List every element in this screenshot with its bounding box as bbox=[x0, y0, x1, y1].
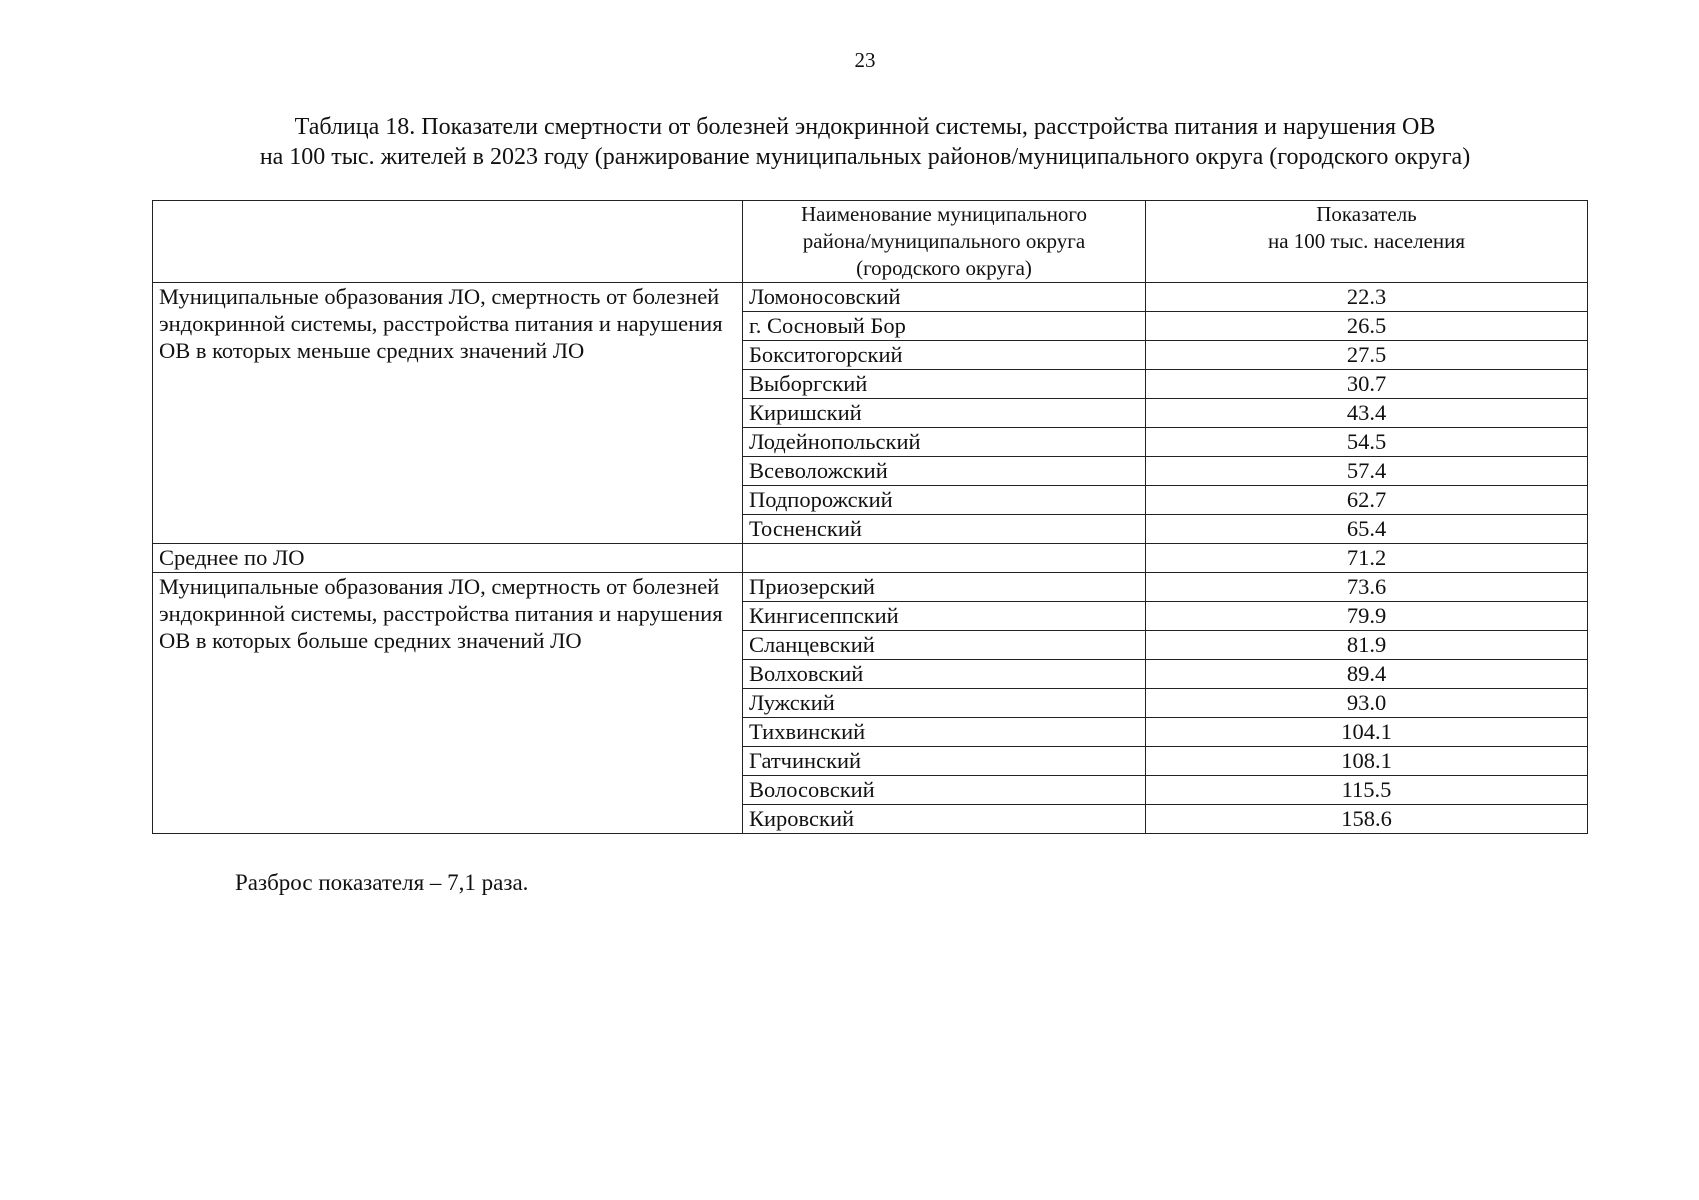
district-name-cell: Кингисеппский bbox=[743, 602, 1146, 631]
header-indicator bbox=[1146, 201, 1588, 283]
spread-note: Разброс показателя – 7,1 раза. bbox=[235, 870, 529, 895]
district-name-cell: Волховский bbox=[743, 660, 1146, 689]
average-row bbox=[153, 544, 1588, 573]
indicator-value-cell: 30.7 bbox=[1146, 370, 1588, 399]
district-name-cell: Всеволожский bbox=[743, 457, 1146, 486]
district-name-cell: Гатчинский bbox=[743, 747, 1146, 776]
district-name-cell: Тихвинский bbox=[743, 718, 1146, 747]
header-indicator-line-1: Показатель bbox=[1316, 202, 1417, 226]
indicator-value-cell: 54.5 bbox=[1146, 428, 1588, 457]
indicator-value-cell: 57.4 bbox=[1146, 457, 1588, 486]
district-name-cell: Ломоносовский bbox=[743, 283, 1146, 312]
header-district-name bbox=[743, 201, 1146, 283]
indicator-value-cell: 79.9 bbox=[1146, 602, 1588, 631]
table-caption bbox=[150, 112, 1580, 172]
district-name-cell: Сланцевский bbox=[743, 631, 1146, 660]
caption-line-2: на 100 тыс. жителей в 2023 году (ранжирование муниципальных районов/муниципального округа (городского округа) bbox=[259, 144, 1471, 170]
page-number: 23 bbox=[854, 48, 876, 72]
header-district-line-3: (городского округа) bbox=[856, 256, 1032, 280]
district-name-cell: Приозерский bbox=[743, 573, 1146, 602]
indicator-value-cell: 43.4 bbox=[1146, 399, 1588, 428]
indicator-value-cell: 73.6 bbox=[1146, 573, 1588, 602]
indicator-value-cell: 65.4 bbox=[1146, 515, 1588, 544]
indicator-value-cell: 27.5 bbox=[1146, 341, 1588, 370]
district-name-cell: Подпорожский bbox=[743, 486, 1146, 515]
district-name-cell: г. Сосновый Бор bbox=[743, 312, 1146, 341]
mortality-table bbox=[152, 200, 1588, 834]
indicator-value-cell: 93.0 bbox=[1146, 689, 1588, 718]
district-name-cell: Киришский bbox=[743, 399, 1146, 428]
table-row bbox=[153, 283, 1588, 312]
indicator-value-cell: 22.3 bbox=[1146, 283, 1588, 312]
district-name-cell: Лужский bbox=[743, 689, 1146, 718]
indicator-value-cell: 62.7 bbox=[1146, 486, 1588, 515]
indicator-value-cell: 89.4 bbox=[1146, 660, 1588, 689]
table-row bbox=[153, 573, 1588, 602]
average-name-cell bbox=[743, 544, 1146, 573]
group-label-cell: Муниципальные образования ЛО, смертность от болезней эндокринной системы, расстройства питания и нарушения ОВ в которых больше средних значений ЛО bbox=[153, 573, 743, 834]
indicator-value-cell: 26.5 bbox=[1146, 312, 1588, 341]
header-group-cell bbox=[153, 201, 743, 283]
district-name-cell: Бокситогорский bbox=[743, 341, 1146, 370]
indicator-value-cell: 81.9 bbox=[1146, 631, 1588, 660]
average-label-cell: Среднее по ЛО bbox=[153, 544, 743, 573]
header-district-line-2: района/муниципального округа bbox=[802, 229, 1086, 253]
district-name-cell: Выборгский bbox=[743, 370, 1146, 399]
caption-line-1: Таблица 18. Показатели смертности от болезней эндокринной системы, расстройства питания и нарушения ОВ bbox=[294, 114, 1436, 140]
district-name-cell: Тосненский bbox=[743, 515, 1146, 544]
indicator-value-cell: 108.1 bbox=[1146, 747, 1588, 776]
group-label-cell: Муниципальные образования ЛО, смертность от болезней эндокринной системы, расстройства питания и нарушения ОВ в которых меньше средних значений ЛО bbox=[153, 283, 743, 544]
district-name-cell: Кировский bbox=[743, 805, 1146, 834]
indicator-value-cell: 158.6 bbox=[1146, 805, 1588, 834]
indicator-value-cell: 104.1 bbox=[1146, 718, 1588, 747]
header-indicator-line-2: на 100 тыс. населения bbox=[1267, 229, 1466, 253]
district-name-cell: Лодейнопольский bbox=[743, 428, 1146, 457]
table-header-row bbox=[153, 201, 1588, 283]
district-name-cell: Волосовский bbox=[743, 776, 1146, 805]
indicator-value-cell: 115.5 bbox=[1146, 776, 1588, 805]
header-district-line-1: Наименование муниципального bbox=[801, 202, 1087, 226]
average-value-cell: 71.2 bbox=[1146, 544, 1588, 573]
